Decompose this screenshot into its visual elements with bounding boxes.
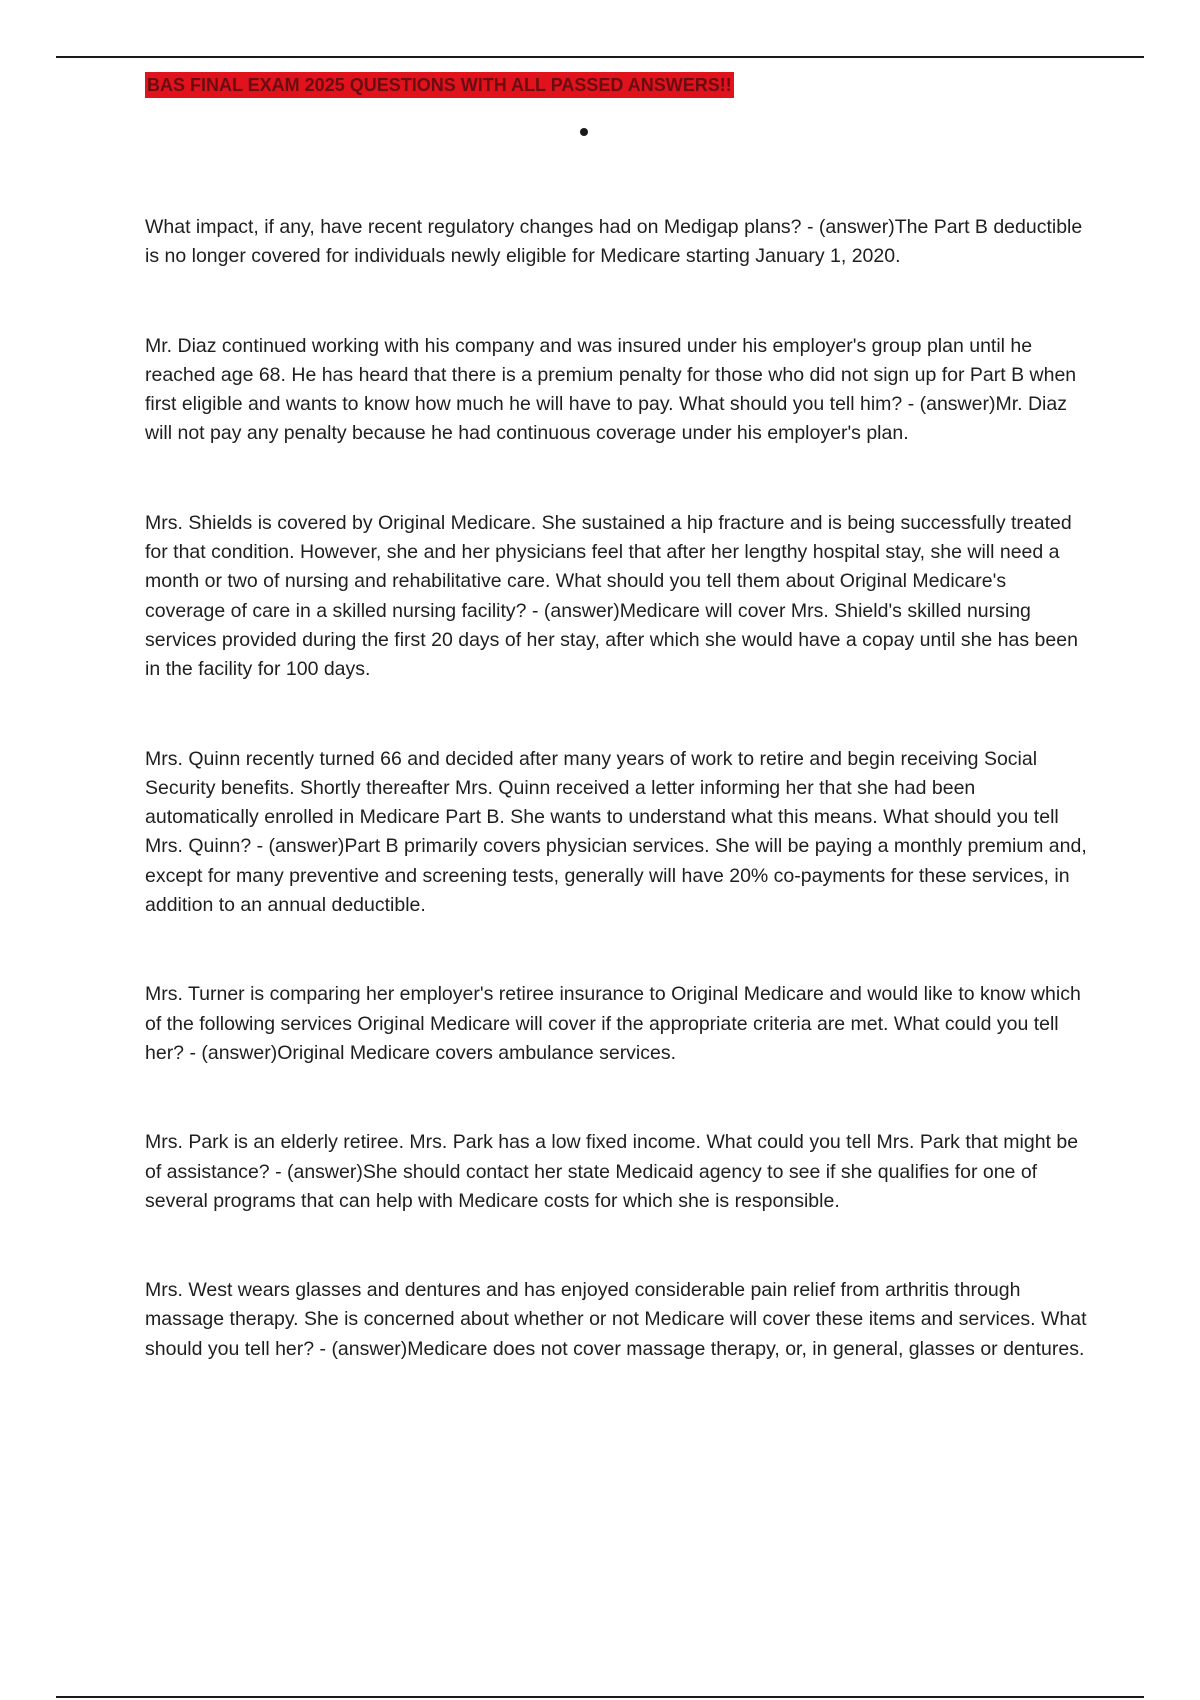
qa-item: Mr. Diaz continued working with his company and was insured under his employer's group plan until he reached age 68. He has heard that there is a premium penalty for those who did not sign up for Part B when first eligible and wants to know how much he will have to pay. What should you tell him? - (answer)Mr. Diaz will not pay any penalty because he had continuous coverage under his employer's plan.	[145, 334, 1077, 445]
header-rule	[56, 56, 1144, 58]
document-title: BAS FINAL EXAM 2025 QUESTIONS WITH ALL PASSED ANSWERS!!	[145, 72, 734, 98]
bullet-dot	[580, 128, 588, 136]
qa-list	[145, 213, 1090, 1364]
qa-item: Mrs. Shields is covered by Original Medicare. She sustained a hip fracture and is being successfully treated for that condition. However, she and her physicians feel that after her lengthy hospital stay, she will need a month or two of nursing and rehabilitative care. What should you tell them about Original Medicare's coverage of care in a skilled nursing facility? - (answer)Medicare will cover Mrs. Shield's skilled nursing services provided during the first 20 days of her stay, after which she would have a copay until she has been in the facility for 100 days.	[145, 511, 1078, 681]
qa-item: Mrs. Park is an elderly retiree. Mrs. Park has a low fixed income. What could you tell Mrs. Park that might be of assistance? - (answer)She should contact her state Medicaid agency to see if she qualifies for one of several programs that can help with Medicare costs for which she is responsible.	[145, 1131, 1079, 1212]
qa-item: Mrs. Quinn recently turned 66 and decided after many years of work to retire and begin receiving Social Security benefits. Shortly thereafter Mrs. Quinn received a letter informing her that she had been automatically enrolled in Medicare Part B. She wants to understand what this means. What should you tell Mrs. Quinn? - (answer)Part B primarily covers physician services. She will be paying a monthly premium and, except for many preventive and screening tests, generally will have 20% co-payments for these services, in addition to an annual deductible.	[145, 747, 1087, 917]
qa-item: Mrs. Turner is comparing her employer's retiree insurance to Original Medicare and would like to know which of the following services Original Medicare will cover if the appropriate criteria are met. What could you tell her? - (answer)Original Medicare covers ambulance services.	[145, 983, 1081, 1064]
title-banner	[145, 72, 734, 98]
qa-item: What impact, if any, have recent regulatory changes had on Medigap plans? - (answer)The Part B deductible is no longer covered for individuals newly eligible for Medicare starting January 1, 2020.	[145, 216, 1083, 268]
footer-rule	[56, 1696, 1144, 1698]
qa-item: Mrs. West wears glasses and dentures and has enjoyed considerable pain relief from arthritis through massage therapy. She is concerned about whether or not Medicare will cover these items and services. What should you tell her? - (answer)Medicare does not cover massage therapy, or, in general, glasses or dentures.	[145, 1279, 1087, 1360]
